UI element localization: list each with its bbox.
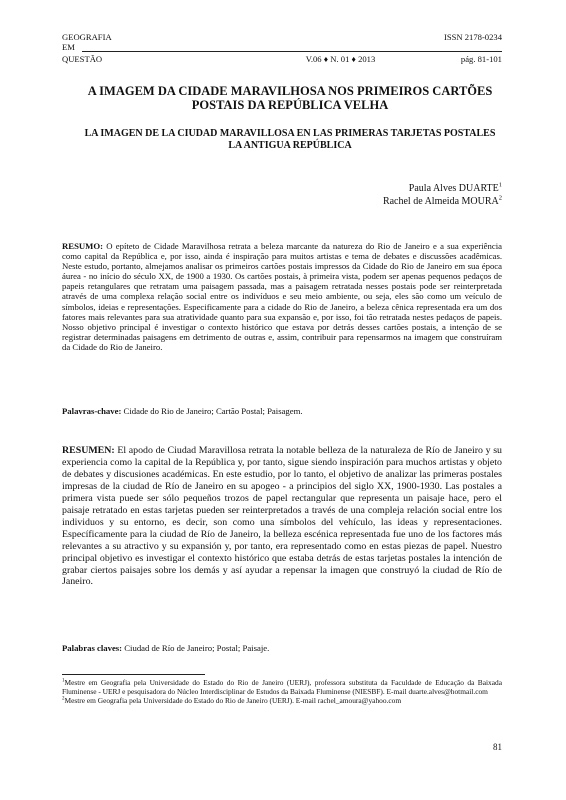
- author-2: Rachel de Almeida MOURA$^2$: [382, 194, 502, 207]
- author-1: Paula Alves DUARTE$^1$: [408, 181, 502, 194]
- abstract-es-label: RESUMEN:: [62, 445, 115, 456]
- running-header-top: [62, 32, 502, 42]
- header-rule: [82, 51, 502, 52]
- journal-name-line2: EM: [62, 42, 75, 52]
- article-title-es: LA IMAGEN DE LA CIUDAD MARAVILLOSA EN LAS PRIMERAS TARJETAS POSTALES LA ANTIGUA REPÚBLICA: [84, 128, 496, 151]
- author-2-footnote-mark[interactable]: 2: [498, 194, 502, 202]
- running-header-bottom: [62, 54, 502, 64]
- abstract-pt-label: RESUMO:: [62, 241, 104, 251]
- page-range: pág. 81-101: [460, 54, 502, 64]
- page-number: 81: [493, 742, 502, 752]
- keywords-pt-text: Cidade do Rio de Janeiro; Cartão Postal; Paisagem.: [123, 406, 303, 416]
- keywords-pt: [62, 406, 502, 416]
- abstract-pt: [62, 241, 502, 352]
- abstract-pt-text: O epíteto de Cidade Maravilhosa retrata a beleza marcante da natureza do Rio de Janeiro e a sua experiência como capital da República e, por isso, ainda é inspiração para muitos artistas e tema de debates e discussões acadêmicas. Neste estudo, portanto, almejamos analisar os primeiros cartões postais impressos da Cidade do Rio de Janeiro em sua época áurea - no início do século XX, de 1900 a 1930. Os cartões postais, à primeira vista, podem ser apenas pequenos pedaços de papeis retangulares que retratam uma paisagem passada, mas a paisagem retratada nesses postais pode ser reinterpretada através de uma complexa relação social entre os indivíduos e seu meio ambiente, ou seja, eles são como um veículo de símbolos, ideias e representações. Especificamente para a cidade do Rio de Janeiro, a beleza cênica representada era um dos fatores mais relevantes para sua atratividade quanto para sua expansão e, por isso, foi tão retratada nestes pedaços de papeis. Nosso objetivo principal é investigar o contexto histórico que estava por detrás desses cartões postais, a intenção de se registrar determinadas paisagens em detrimento de outras e, assim, contribuir para repensarmos na imagem que construíram da Cidade do Rio de Janeiro.: [62, 241, 502, 352]
- journal-name-line1: GEOGRAFIA: [62, 32, 112, 42]
- footnote-2: $^2$Mestre em Geografia pela Universidade do Estado do Rio de Janeiro (UERJ). E-mail rachel_amoura@yahoo.com: [62, 696, 402, 706]
- abstract-es-text: El apodo de Ciudad Maravillosa retrata la notable belleza de la naturaleza de Río de Janeiro y su experiencia como la capital de la República y, por tanto, sigue siendo inspiración para muchos artistas y objeto de debates y discusiones académicas. En este estudio, por lo tanto, el objetivo de analizar las primeras postales impresas de la ciudad de Río de Janeiro en su apogeo - a principios del siglo XX, 1900-1930. Las postales a primera vista puede ser sólo pequeños trozos de papel rectangular que representa un paisaje hace, pero el paisaje retratado en estas tarjetas pueden ser reinterpretados a través de una compleja relación social entre los individuos y su entorno, es decir, son como una símbolos del vehículo, las ideas y representaciones. Específicamente para la ciudad de Río de Janeiro, la belleza escénica representada fue uno de los factores más relevantes a su atractivo y su expansión y, por tanto, era representado como en estas piezas de papel. Nuestro principal objetivo es investigar el contexto histórico que estaba detrás de estas tarjetas postales la intención de grabar ciertos paisajes sobre los demás y así ayudar a repensar la imagen que construyó la ciudad de Río de Janeiro.: [62, 445, 502, 588]
- footnote-rule: [62, 674, 205, 675]
- abstract-es: [62, 445, 502, 588]
- keywords-es: [62, 643, 502, 653]
- journal-name-line3: QUESTÃO: [62, 54, 103, 64]
- keywords-pt-label: Palavras-chave:: [62, 406, 122, 416]
- author-1-footnote-mark[interactable]: 1: [498, 181, 502, 189]
- volume-info: V.06 ♦ N. 01 ♦ 2013: [305, 54, 376, 64]
- footnotes: [62, 678, 502, 706]
- issn: ISSN 2178-0234: [443, 32, 502, 42]
- keywords-es-text: Ciudad de Río de Janeiro; Postal; Paisaje.: [124, 643, 270, 653]
- author-list: [383, 182, 502, 208]
- article-title-pt: A IMAGEM DA CIDADE MARAVILHOSA NOS PRIMEIROS CARTÕES POSTAIS DA REPÚBLICA VELHA: [87, 84, 493, 112]
- footnote-1: $^1$Mestre em Geografia pela Universidade do Estado do Rio de Janeiro (UERJ), professora substituta da Faculdade de Educação da Baixada Fluminense - UERJ e pesquisadora do Núcleo Interdisciplinar de Estudos da Baixada Fluminense (NIESBF). E-mail duarte.alves@hotmail.com: [62, 678, 502, 697]
- keywords-es-label: Palabras claves:: [62, 643, 123, 653]
